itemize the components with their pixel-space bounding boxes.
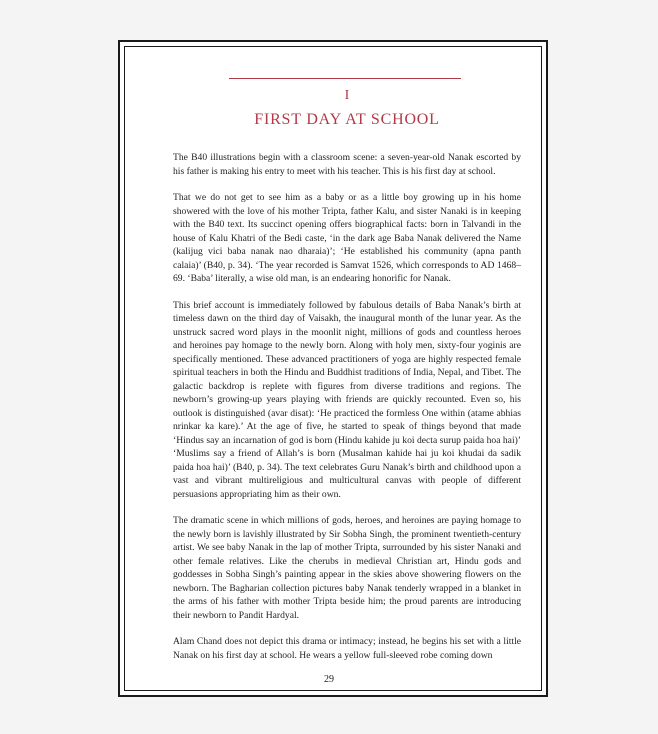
- chapter-title: FIRST DAY AT SCHOOL: [254, 111, 440, 128]
- page-number: 29: [324, 674, 334, 685]
- body-text: [173, 151, 521, 662]
- chapter-number: I: [344, 88, 350, 103]
- page-content: [173, 78, 521, 675]
- paragraph-1: The B40 illustrations begin with a classroom scene: a seven-year-old Nanak escorted by his father is making his entry to meet with his teacher. This is his first day at school.: [173, 152, 521, 177]
- paragraph-2: That we do not get to see him as a baby or as a little boy growing up in his home showered with the love of his mother Tripta, father Kalu, and sister Nanaki is in keeping with the B40 text. Its succinct opening offers biographical facts: born in Talvandi in the house of Kalu Khatri of the Bedi caste, ‘in the dark age Baba Nanak delivered the Name (kalijug vici baba nanak nao dharaia)’; ‘He established his community (apna panth calaia)’ (B40, p. 34). ‘The year recorded is Samvat 1526, which corresponds to AD 1468–69. ‘Baba’ literally, a wise old man, is an endearing honorific for Nanak.: [173, 192, 521, 284]
- paragraph-4: The dramatic scene in which millions of gods, heroes, and heroines are paying homage to the newly born is lavishly illustrated by Sir Sobha Singh, the prominent twentieth-century artist. We see baby Nanak in the lap of mother Tripta, surrounded by his sister Nanaki and other female relatives. Like the cherubs in medieval Christian art, Hindu gods and goddesses in Sobha Singh’s painting appear in the skies above showering flowers on the newborn. The Bagharian collection pictures baby Nanak tenderly wrapped in a blanket in the arms of his father with mother Tripta beside him; the proud parents are introducing their newborn to Pandit Hardyal.: [173, 515, 521, 621]
- paragraph-5: Alam Chand does not depict this drama or intimacy; instead, he begins his set with a little Nanak on his first day at school. He wears a yellow full-sleeved robe coming down: [173, 636, 521, 661]
- paragraph-3: This brief account is immediately followed by fabulous details of Baba Nanak’s birth at timeless dawn on the third day of Vaisakh, the inaugural month of the lunar year. As the unstruck sacred word plays in the moonlit night, millions of gods and countless heroes and heroines pay homage to the newly born. Along with holy men, sixty-four yoginis are specifically mentioned. These advanced practitioners of yoga are highly respected female spiritual teachers in both the Hindu and Buddhist traditions of India, Nepal, and Tibet. The galactic backdrop is replete with figures from diverse traditions and regions. The newborn’s growing-up years playing with friends are quickly recounted. Even so, his outlook is distinguished (avar disat): ‘He practiced the formless One within (atame abhias nrinkar ka kare).’ At the age of five, he started to speak of things beyond that made ‘Hindus say an incarnation of god is born (Hindu kahide ju koi decta surup paida hoa hai)’ ‘Muslims say a friend of Allah’s is born (Musalman kahide hai ju koi khudai da sadik paida hoa hai)’ (B40, p. 34). The text celebrates Guru Nanak’s birth and childhood upon a vast and vibrant multireligious and multicultural canvas with people of different persuasions appropriating him as their own.: [173, 299, 521, 500]
- chapter-rule: [229, 78, 461, 79]
